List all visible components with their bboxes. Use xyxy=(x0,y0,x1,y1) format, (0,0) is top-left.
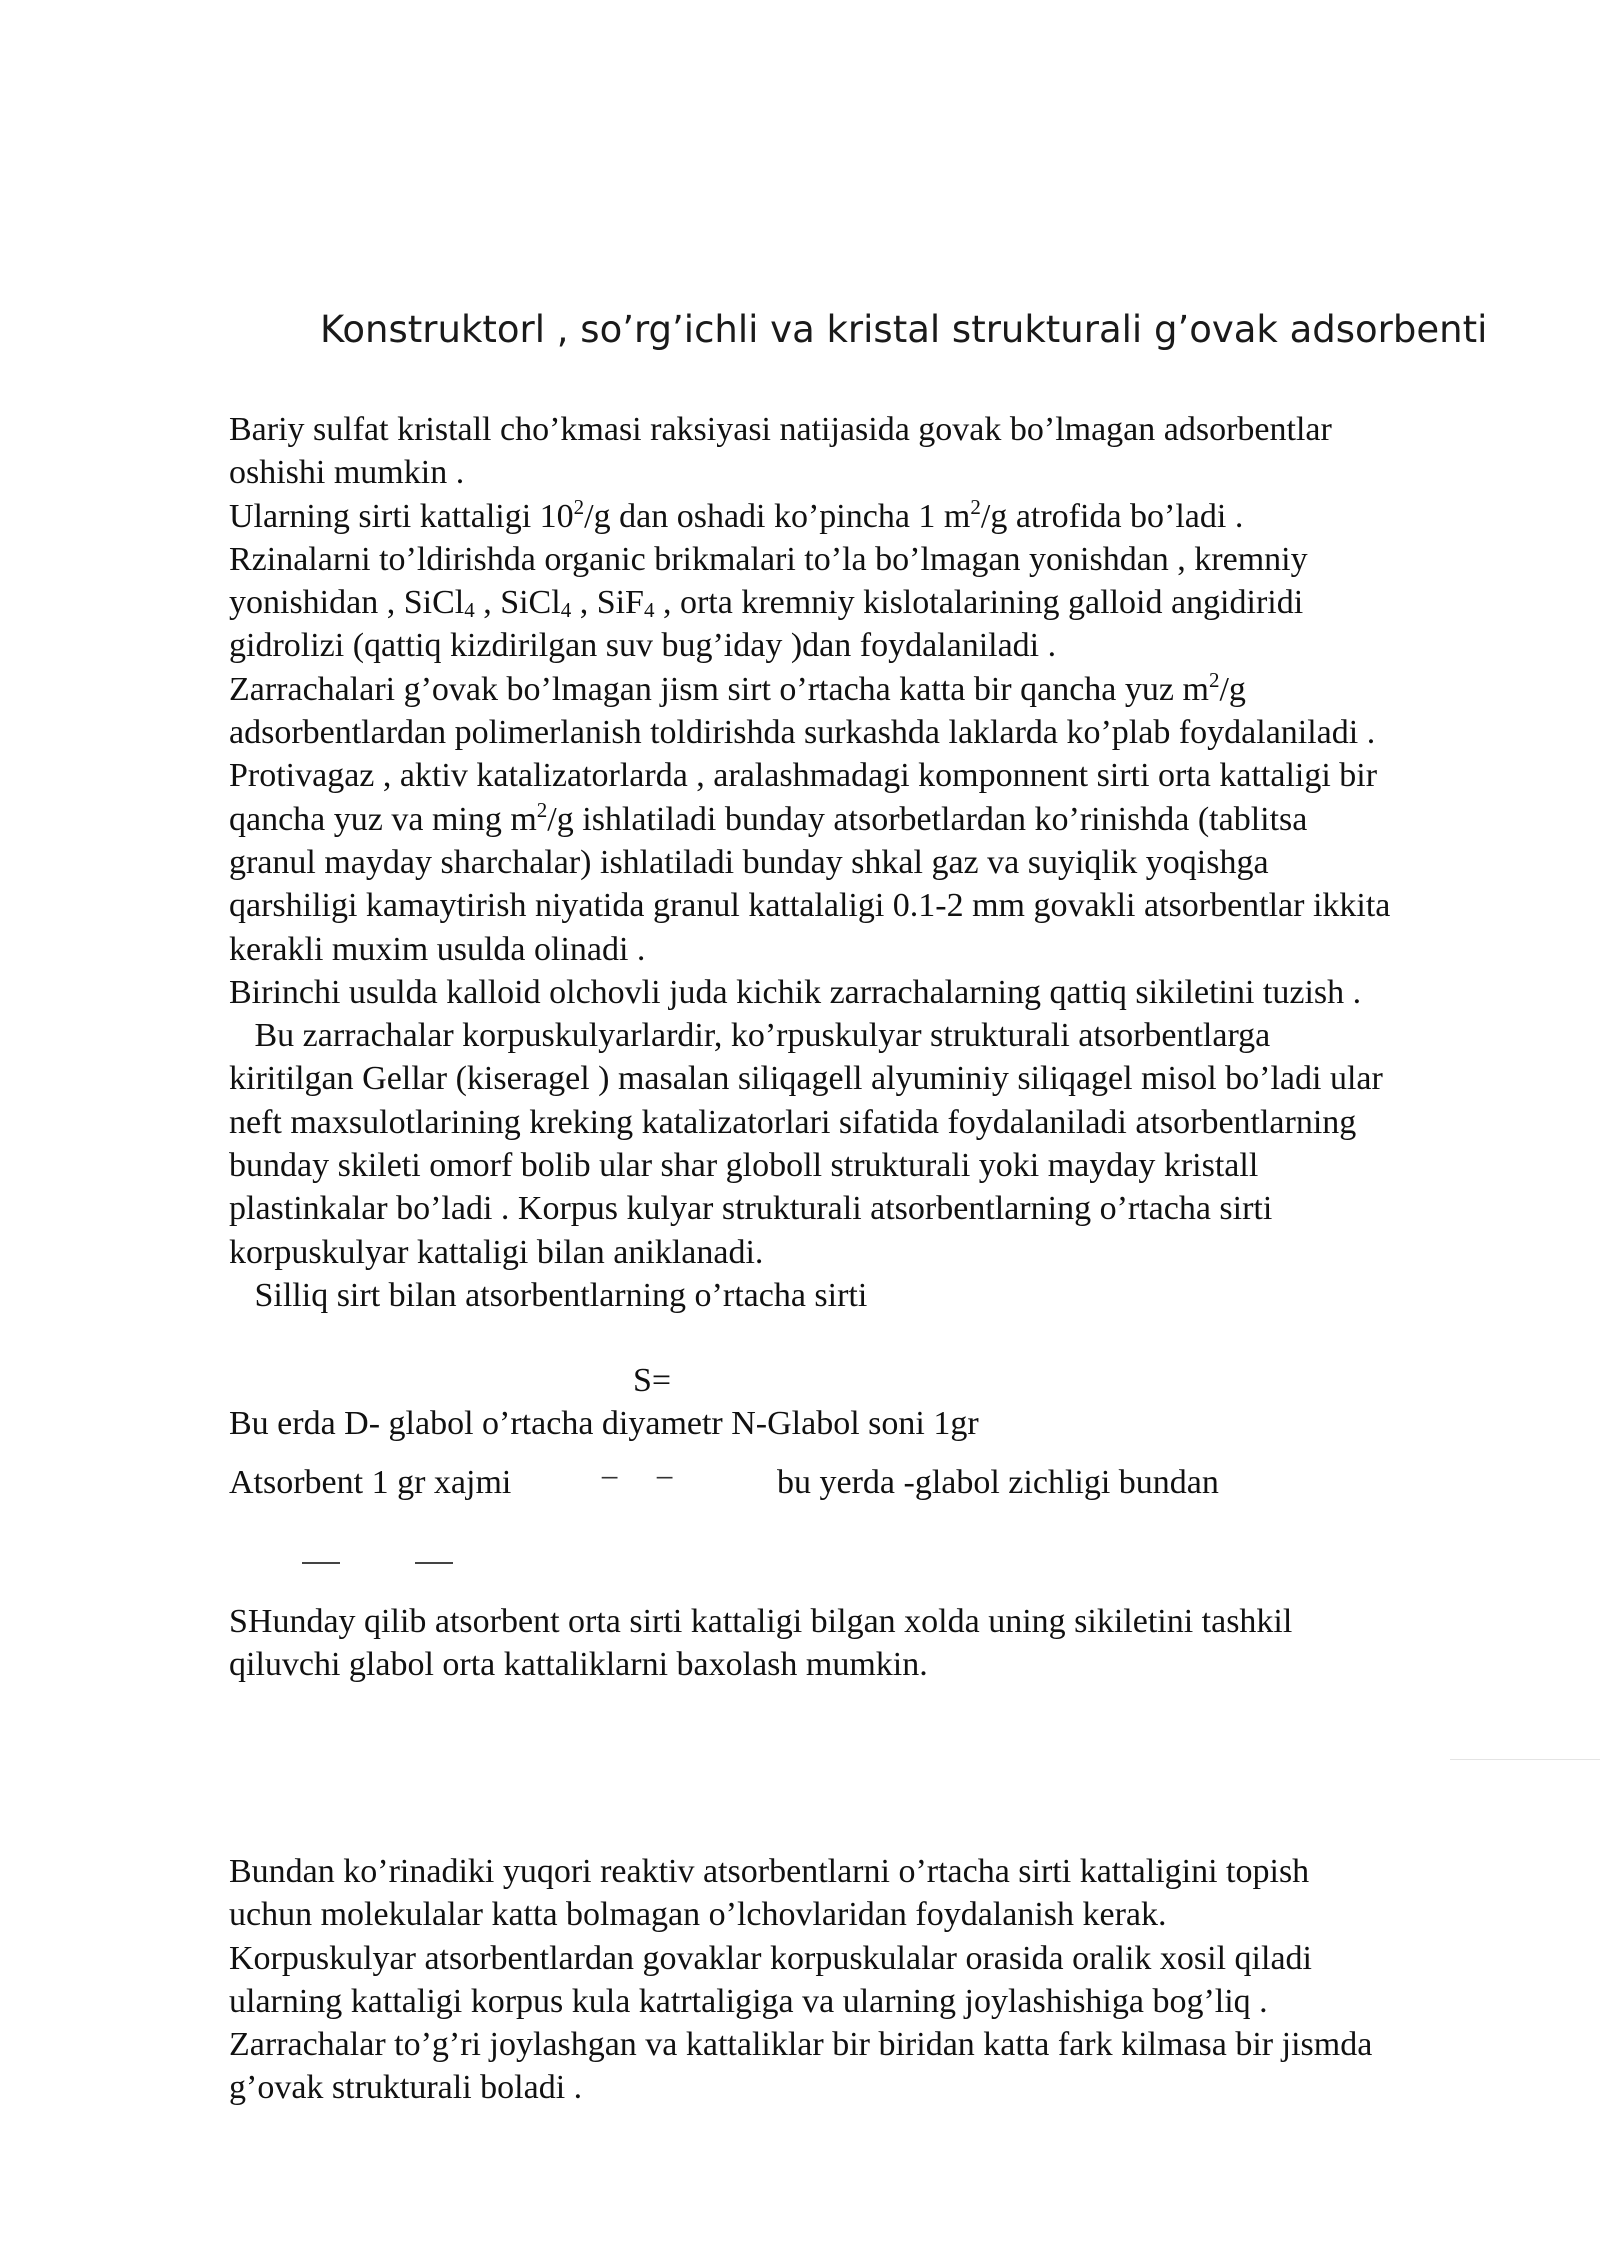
text-line: Silliq sirt bilan atsorbentlarning o’rtacha sirti xyxy=(229,1276,868,1314)
text-line: oshishi mumkin . xyxy=(229,454,465,492)
subscript: 4 xyxy=(560,598,572,623)
text-line-formulas xyxy=(229,581,1569,624)
text-run: , orta kremniy kislotalarining galloid angidiridi xyxy=(654,584,1304,622)
text-line: Bundan ko’rinadiki yuqori reaktiv atsorbentlarni o’rtacha sirti kattaligini topish xyxy=(229,1853,1310,1890)
formula-fraction-bar xyxy=(302,1562,340,1564)
text-run: /g dan oshadi ko’pincha 1 m xyxy=(584,497,971,535)
subscript: 4 xyxy=(464,598,475,623)
formula-surface: S= xyxy=(633,1362,672,1399)
text-line: Bu zarrachalar korpuskulyarlardir, ko’rpuskulyar strukturali atsorbentlarga xyxy=(229,1017,1271,1055)
text-line: Zarrachalar to’g’ri joylashgan va kattaliklar bir biridan katta fark kilmasa bir jismda xyxy=(229,2026,1373,2064)
text-line: qiluvchi glabol orta kattaliklarni baxolash mumkin. xyxy=(229,1646,928,1684)
text-line: Korpuskulyar atsorbentlardan govaklar korpuskulalar orasida oralik xosil qiladi xyxy=(229,1939,1312,1977)
text-line: bunday skileti omorf bolib ular shar globoll strukturali yoki mayday kristall xyxy=(229,1147,1259,1185)
text-line: korpuskulyar kattaligi bilan aniklanadi. xyxy=(229,1233,764,1271)
text-line xyxy=(229,668,1569,711)
formula-fraction-bar xyxy=(415,1562,453,1564)
text-line xyxy=(229,798,1569,841)
text-line: Bariy sulfat kristall cho’kmasi raksiyasi natijasida govak bo’lmagan adsorbentlar xyxy=(229,411,1332,448)
text-line: gidrolizi (qattiq kizdirilgan suv bug’iday )dan foydalaniladi . xyxy=(229,627,1057,665)
text-line: g’ovak strukturali boladi . xyxy=(229,2069,583,2107)
text-line: adsorbentlardan polimerlanish toldirishda surkashda laklarda ko’plab foydalaniladi . xyxy=(229,714,1376,752)
text-line: uchun molekulalar katta bolmagan o’lchovlaridan foydalanish kerak. xyxy=(229,1896,1167,1934)
document-title: Konstruktorl , so’rg’ichli va kristal strukturali g’ovak adsorbenti xyxy=(320,308,1488,351)
superscript: 2 xyxy=(573,494,585,519)
text-line-surface-area xyxy=(229,495,1569,538)
formula-fraction-dash: − xyxy=(600,1460,620,1497)
subscript: 4 xyxy=(643,598,655,623)
superscript: 2 xyxy=(970,494,981,519)
text-run: /g ishlatiladi bunday atsorbetlardan ko’rinishda (tablitsa xyxy=(547,800,1308,838)
text-run: /g atrofida bo’ladi . xyxy=(980,497,1244,535)
text-line: qarshiligi kamaytirish niyatida granul kattalaligi 0.1-2 mm govakli atsorbentlar ikkita xyxy=(229,887,1391,925)
paragraph-final xyxy=(229,1850,1372,2110)
formula-fraction-dash: − xyxy=(655,1460,675,1497)
text-run: , SiCl xyxy=(474,584,561,622)
text-run-density: bu yerda -glabol zichligi bundan xyxy=(777,1464,1219,1501)
text-run: , SiF xyxy=(571,584,644,622)
text-line-definition: Bu erda D- glabol o’rtacha diyametr N-Glabol soni 1gr xyxy=(229,1405,979,1442)
divider-line xyxy=(1450,1759,1600,1760)
text-line: granul mayday sharchalar) ishlatiladi bunday shkal gaz va suyiqlik yoqishga xyxy=(229,843,1269,881)
text-run-volume: Atsorbent 1 gr xajmi xyxy=(229,1464,512,1501)
paragraph-conclusion xyxy=(229,1600,1292,1687)
text-line: plastinkalar bo’ladi . Korpus kulyar strukturali atsorbentlarning o’rtacha sirti xyxy=(229,1190,1273,1228)
text-line: kiritilgan Gellar (kiseragel ) masalan siliqagell alyuminiy siliqagel misol bo’ladi ular xyxy=(229,1060,1383,1098)
text-run: Zarrachalari g’ovak bo’lmagan jism sirt o’rtacha katta bir qancha yuz m xyxy=(229,670,1209,708)
text-line: ularning kattaligi korpus kula katrtaligiga va ularning joylashishiga bog’liq . xyxy=(229,1982,1268,2020)
text-run: /g xyxy=(1219,670,1246,708)
text-line: Rzinalarni to’ldirishda organic brikmalari to’la bo’lmagan yonishdan , kremniy xyxy=(229,540,1308,578)
text-run: qancha yuz va ming m xyxy=(229,800,537,838)
text-line: Protivagaz , aktiv katalizatorlarda , aralashmadagi komponnent sirti orta kattaligi bir xyxy=(229,757,1378,795)
text-line: kerakli muxim usulda olinadi . xyxy=(229,930,646,968)
paragraph-main xyxy=(229,408,1569,1317)
text-line: neft maxsulotlarining kreking katalizatorlari sifatida foydalaniladi atsorbentlarning xyxy=(229,1103,1357,1141)
text-line: SHunday qilib atsorbent orta sirti kattaligi bilgan xolda uning sikiletini tashkil xyxy=(229,1603,1293,1640)
superscript: 2 xyxy=(1208,667,1220,692)
superscript: 2 xyxy=(536,797,548,822)
text-line: Birinchi usulda kalloid olchovli juda kichik zarrachalarning qattiq sikiletini tuzish . xyxy=(229,973,1362,1011)
text-run: yonishidan , SiCl xyxy=(229,584,465,622)
text-run: Ularning sirti kattaligi 10 xyxy=(229,497,574,535)
